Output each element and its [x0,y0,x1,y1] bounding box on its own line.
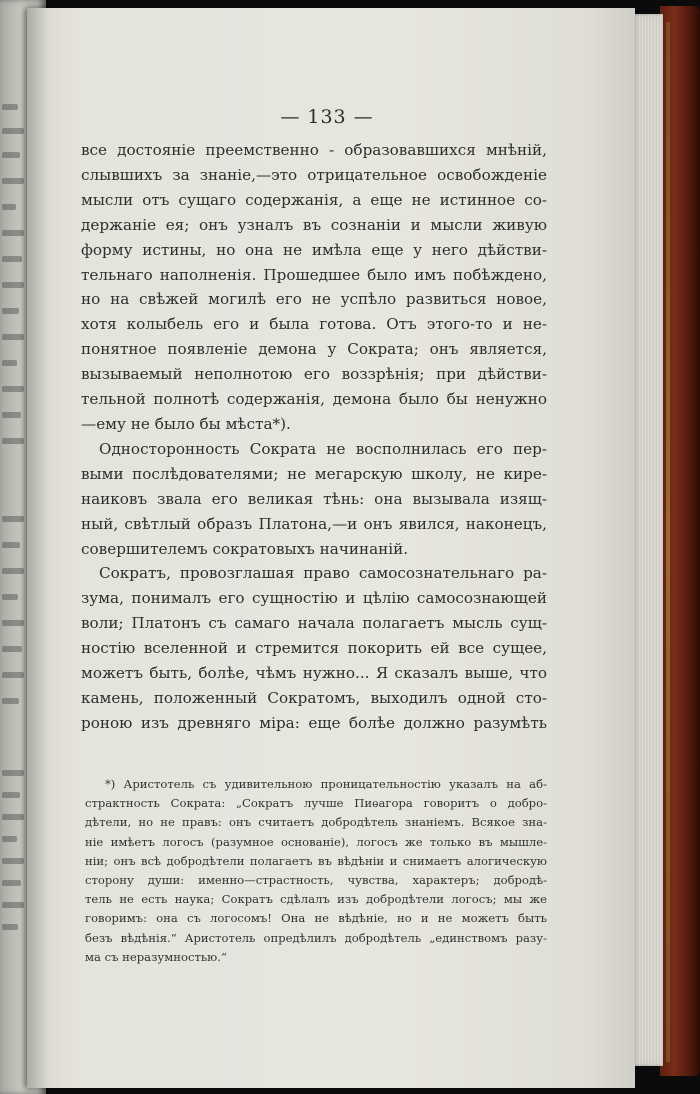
text-line: зума, понималъ его сущностію и цѣлію самосознающей [81,589,547,608]
text-line: ный, свѣтлый образъ Платона,—и онъ явился, наконецъ, [81,514,547,533]
footnote-line: страктность Сократа: „Сократъ лучше Пиѳагора говоритъ о добро- [85,796,547,811]
text-line: хотя колыбель его и была готова. Отъ этого-то и не- [81,315,547,334]
text-line: Сократъ, провозглашая право самосознательнаго ра- [99,564,547,583]
facing-page-text-fragment [2,542,20,548]
facing-page-text-fragment [2,282,24,288]
facing-page-text-fragment [2,880,21,886]
footnote-line: тель не есть наука; Сократъ сдѣлалъ изъ добродѣтели логосъ; мы же [85,892,547,907]
facing-page-text-fragment [2,308,19,314]
text-line: Односторонность Сократа не восполнилась его пер- [99,439,547,458]
text-line: мысли отъ сущаго содержанія, а еще не истинное со- [81,190,547,209]
facing-page-text-fragment [2,594,18,600]
text-line: воли; Платонъ съ самаго начала полагаетъ мысль сущ- [81,614,547,633]
footnote-line: дѣтели, но не правъ: онъ считаетъ добродѣтель знаніемъ. Всякое зна- [85,815,547,830]
facing-page-text-fragment [2,902,24,908]
text-line: —ему не было бы мѣста*). [81,414,291,433]
footnote [85,775,547,967]
facing-page-text-fragment [2,386,24,392]
facing-page-text-fragment [2,858,24,864]
book-page [27,8,635,1088]
text-line: понятное появленіе демона у Сократа; онъ является, [81,340,547,359]
facing-page-text-fragment [2,516,24,522]
footnote-line: говоримъ: она съ логосомъ! Она не вѣдѣніе, но и не можетъ быть [85,911,547,926]
text-line: тельной полнотѣ содержанія, демона было бы ненужно [81,390,547,409]
facing-page-text-fragment [2,178,24,184]
text-line: вызываемый неполнотою его воззрѣнія; при дѣйстви- [81,365,547,384]
facing-page-text-fragment [2,792,20,798]
facing-page-text-fragment [2,646,22,652]
cover-gilt-line [666,22,670,1062]
text-line: совершителемъ сократовыхъ начинаній. [81,539,409,558]
facing-page-text-fragment [2,334,24,340]
facing-page-text-fragment [2,924,18,930]
footnote-line: безъ вѣдѣнія.“ Аристотель опредѣлилъ добродѣтель „единствомъ разу- [85,930,547,945]
facing-page-text-fragment [2,230,24,236]
text-line: держаніе ея; онъ узналъ въ сознаніи и мысли живую [81,215,547,234]
text-line: выми послѣдователями; не мегарскую школу, не кире- [81,464,547,483]
footnote-line: ніе имѣетъ логосъ (разумное основаніе), логосъ же только въ мышле- [85,834,547,849]
facing-page-text-fragment [2,128,24,134]
text-line: роною изъ древняго міра: еще болѣе должно разумѣть [81,713,547,732]
facing-page-text-fragment [2,152,20,158]
text-line: но на свѣжей могилѣ его не успѣло развиться новое, [81,290,547,309]
footnote-line: ніи; онъ всѣ добродѣтели полагаетъ въ вѣдѣніи и снимаетъ алогическую [85,853,547,868]
facing-page-text-fragment [2,256,22,262]
facing-page-text-fragment [2,814,24,820]
facing-page-text-fragment [2,204,16,210]
text-line: форму истины, но она не имѣла еще у него дѣйстви- [81,240,547,259]
text-line: можетъ быть, болѣе, чѣмъ нужно... Я сказалъ выше, что [81,664,547,683]
page-number: — 133 — [280,106,374,128]
main-text [81,138,547,736]
text-line: слывшихъ за знаніе,—это отрицательное освобожденіе [81,165,547,184]
facing-page-text-fragment [2,672,24,678]
facing-page-text-fragment [2,438,24,444]
facing-page-text-fragment [2,836,17,842]
text-line: все достояніе преемственно - образовавшихся мнѣній, [81,141,547,159]
footnote-line: сторону души: именно—страстность, чувства, характеръ; добродѣ- [85,873,547,888]
text-line: наиковъ звала его великая тѣнь: она вызывала изящ- [81,489,547,508]
facing-page-text-fragment [2,770,24,776]
facing-page-text-fragment [2,698,19,704]
text-line: тельнаго наполненія. Прошедшее было имъ побѣждено, [81,265,547,284]
facing-page-text-fragment [2,620,24,626]
gutter-shadow [27,8,49,1088]
text-line: ностію вселенной и стремится покорить ей все сущее, [81,639,547,658]
facing-page-text-fragment [2,568,24,574]
facing-page-text-fragment [2,412,21,418]
footnote-line: ма съ неразумностью.“ [85,949,227,964]
text-line: камень, положенный Сократомъ, выходилъ одной сто- [81,688,547,707]
facing-page-text-fragment [2,360,17,366]
facing-page-text-fragment [2,104,18,110]
footnote-line: *) Аристотель съ удивительною проницательностію указалъ на аб- [105,777,547,791]
